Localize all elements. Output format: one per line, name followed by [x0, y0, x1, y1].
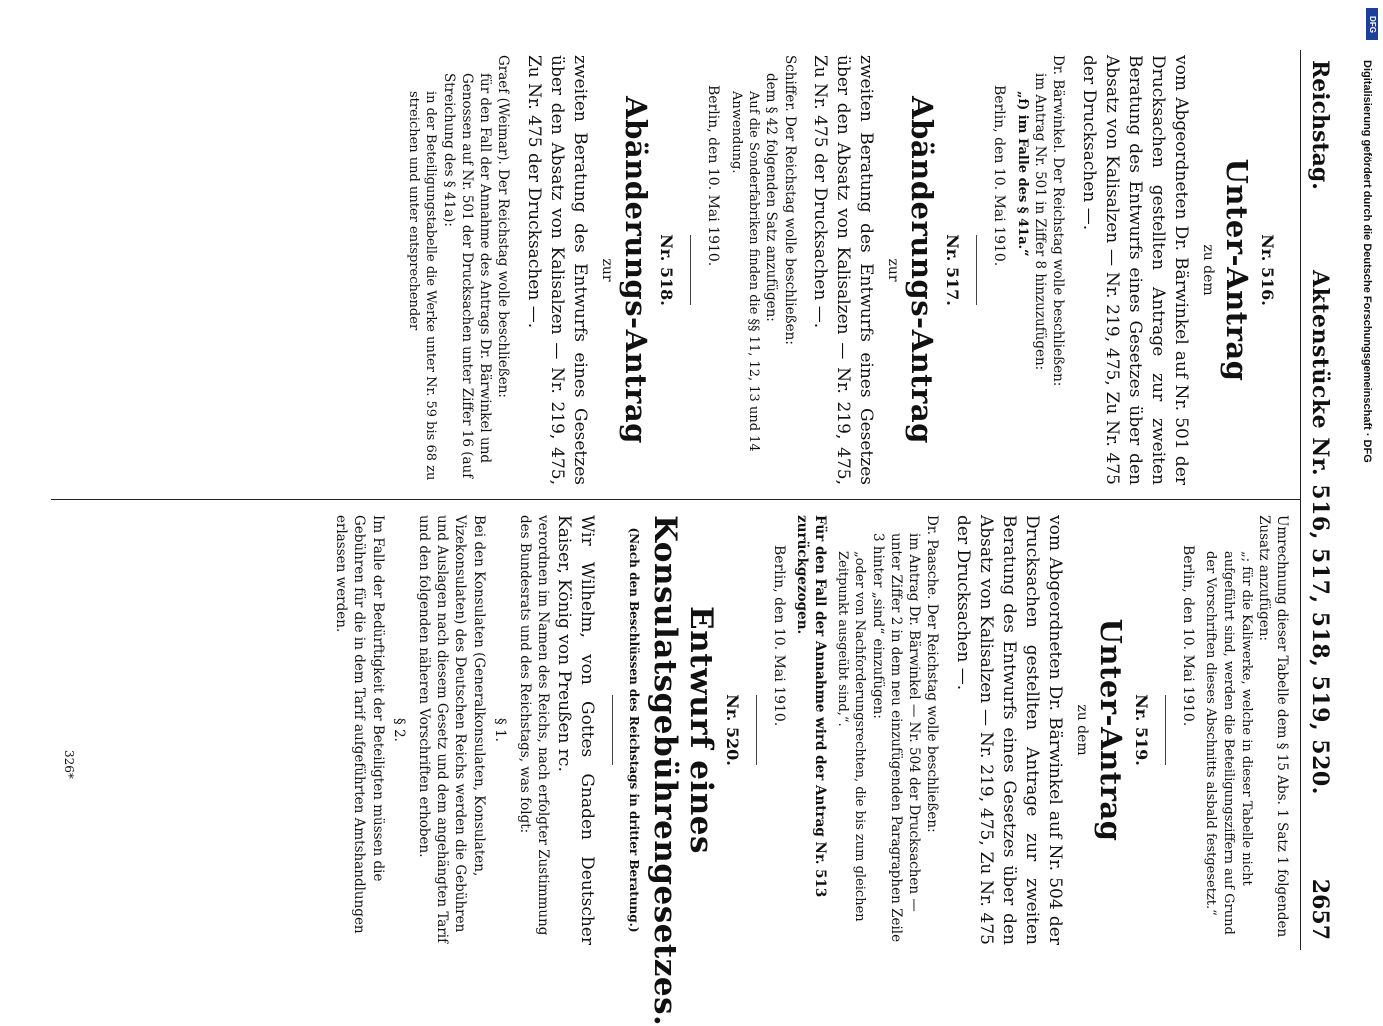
section-number: Nr. 518. [656, 234, 676, 306]
section-body: vom Abgeordneten Dr. Bärwinkel auf Nr. 504 der Drucksachen gestellten Antrage zur zweiten Beratung des Entwurfs eines Gesetzes über den Absatz von Kalisalzen — Nr. 219, 475, Zu Nr. 475 der Drucksachen —. [953, 515, 1065, 945]
page-number: 2657 [1307, 878, 1333, 940]
preamble-line: verordnen im Namen des Reichs, nach erfolgter Zustimmung des Bundesrats und des Reichstags, was folgt: [516, 515, 551, 936]
paragraph-number: § 1. [491, 718, 508, 742]
section-519 [756, 515, 1151, 945]
left-column [404, 55, 1291, 485]
paragraph-number: § 2. [390, 718, 407, 742]
section-518 [404, 55, 676, 485]
section-517 [690, 55, 962, 485]
motion-line: im Antrag Dr. Bärwinkel — Nr. 504 der Drucksachen — unter Ziffer 2 in dem neu einzufügenden Paragraphen Zeile 3 hinter „sind“ einzufügen: [869, 533, 923, 943]
motion-note: Für den Fall der Annahme wird der Antrag Nr. 513 zurückgezogen. [794, 515, 829, 898]
section-number: Nr. 516. [1258, 234, 1277, 306]
section-connector: zur [885, 258, 902, 282]
preamble-line: Wir Wilhelm, von Gottes Gnaden Deutscher Kaiser, König von Preußen rc. [553, 515, 597, 945]
paragraph-text: Bei den Konsulaten (Generalkonsulaten, Konsulaten, Vizekonsulaten) des Deutschen Reichs werden die Gebühren und Auslagen nach diesem Gesetz und dem angehängten Tarif und den folgenden näheren Vorschriften erhoben. [415, 515, 487, 944]
motion-line: Graef (Weimar). Der Reichstag wolle beschließen: [495, 55, 512, 398]
section-body: zweiten Beratung des Entwurfs eines Gesetzes über den Absatz von Kalisalzen — Nr. 219, 475, Zu Nr. 475 der Drucksachen —. [524, 55, 590, 485]
signature-date: Berlin, den 10. Mai 1910. [991, 85, 1008, 267]
section-heading: Abänderungs-Antrag [905, 96, 940, 444]
section-520 [332, 515, 742, 1026]
motion-line: Dr. Paasche. Der Reichstag wolle beschließen: [924, 515, 941, 833]
section-number: Nr. 520. [722, 694, 742, 766]
motion-line: dem § 42 folgenden Satz anzufügen: [763, 73, 780, 322]
section-body: zweiten Beratung des Entwurfs eines Gesetzes über den Absatz von Kalisalzen — Nr. 219, 475, Zu Nr. 475 der Drucksachen —. [810, 55, 877, 485]
motion-line: für den Fall der Annahme des Antrags Dr. Bärwinkel und Genossen auf Nr. 501 der Drucksachen unter Ziffer 16 (auf Streichung des § 41a): [440, 73, 493, 479]
section-heading: Abänderungs-Antrag [618, 96, 653, 444]
separator [756, 695, 757, 765]
separator [690, 235, 691, 305]
page-mark: 326* [62, 750, 76, 779]
dfg-logo-text: DFG [1367, 15, 1377, 33]
signature-date: Berlin, den 10. Mai 1910. [1179, 545, 1196, 727]
motion-quote: „oder von Nachforderungsrechten, die bis zum gleichen Zeitpunkt ausgeübt sind,“. [834, 551, 868, 922]
signature-date: Berlin, den 10. Mai 1910. [704, 85, 721, 267]
digitization-footer [1363, 0, 1383, 1000]
right-column [332, 515, 1291, 1026]
section-heading: Unter-Antrag [1220, 158, 1254, 382]
section-connector: zur [598, 258, 615, 282]
separator [976, 235, 977, 305]
continued-text: Umrechnung dieser Tabelle dem § 15 Abs. 1 Satz 1 folgenden Zusatz anzufügen: [1255, 515, 1290, 938]
running-head-title: Aktenstücke Nr. 516, 517, 518, 519, 520. [1307, 270, 1333, 795]
motion-quote: Auf die Sonderfabriken finden die §§ 11, 12, 13 und 14 Anwendung. [728, 91, 762, 452]
section-number: Nr. 517. [943, 234, 963, 306]
section-body: vom Abgeordneten Dr. Bärwinkel auf Nr. 501 der Drucksachen gestellten Antrage zur zweiten Beratung des Entwurfs eines Gesetzes über den Absatz von Kalisalzen — Nr. 219, 475, Zu Nr. 475 der Drucksachen —. [1079, 55, 1191, 485]
motion-line: im Antrag Nr. 501 in Ziffer 8 hinzuzufügen: [1032, 73, 1049, 371]
section-number: Nr. 519. [1131, 694, 1151, 766]
separator [1165, 695, 1166, 765]
column-divider [51, 499, 1301, 500]
motion-quote: „f) im Falle des § 41a.“ [1014, 91, 1030, 257]
running-head [1300, 50, 1341, 950]
section-518-continued [1165, 515, 1291, 945]
motion-line: Schiffer. Der Reichstag wolle beschließen: [781, 55, 798, 345]
paragraph-text: Im Falle der Bedürftigkeit der Beteiligten müssen die Gebühren für die in dem Tarif aufgeführten Amtshandlungen erlassen werden. [333, 515, 386, 934]
motion-quote: in der Beteiligungstabelle die Werke unter Nr. 59 bis 68 zu streichen und unter entsprechender [405, 91, 439, 481]
separator [612, 695, 613, 765]
section-subtitle: (Nach den Beschlüssen des Reichstags in dritter Beratung.) [626, 527, 641, 933]
continued-quote: „; für die Kaliwerke, welche in dieser Tabelle nicht aufgeführt sind, werden die Beteiligungsziffern auf Grund der Vorschriften dieses Abschnitts alsbald festgesetzt.“ [1203, 551, 1254, 935]
footer-credit: Digitalisierung gefördert durch die Deutsche Forschungsgemeinschaft · DFG [1361, 60, 1373, 463]
section-connector: zu dem [1200, 244, 1216, 296]
section-heading: Entwurf eines Konsulatsgebührengesetzes. [646, 515, 719, 1026]
section-connector: zu dem [1073, 704, 1090, 756]
section-516 [976, 55, 1277, 485]
running-head-left: Reichstag. [1307, 60, 1333, 190]
section-heading: Unter-Antrag [1093, 618, 1128, 842]
document-page [41, 50, 1341, 1026]
motion-line: Dr. Bärwinkel. Der Reichstag wolle beschließen: [1050, 55, 1067, 387]
signature-date: Berlin, den 10. Mai 1910. [770, 545, 787, 727]
